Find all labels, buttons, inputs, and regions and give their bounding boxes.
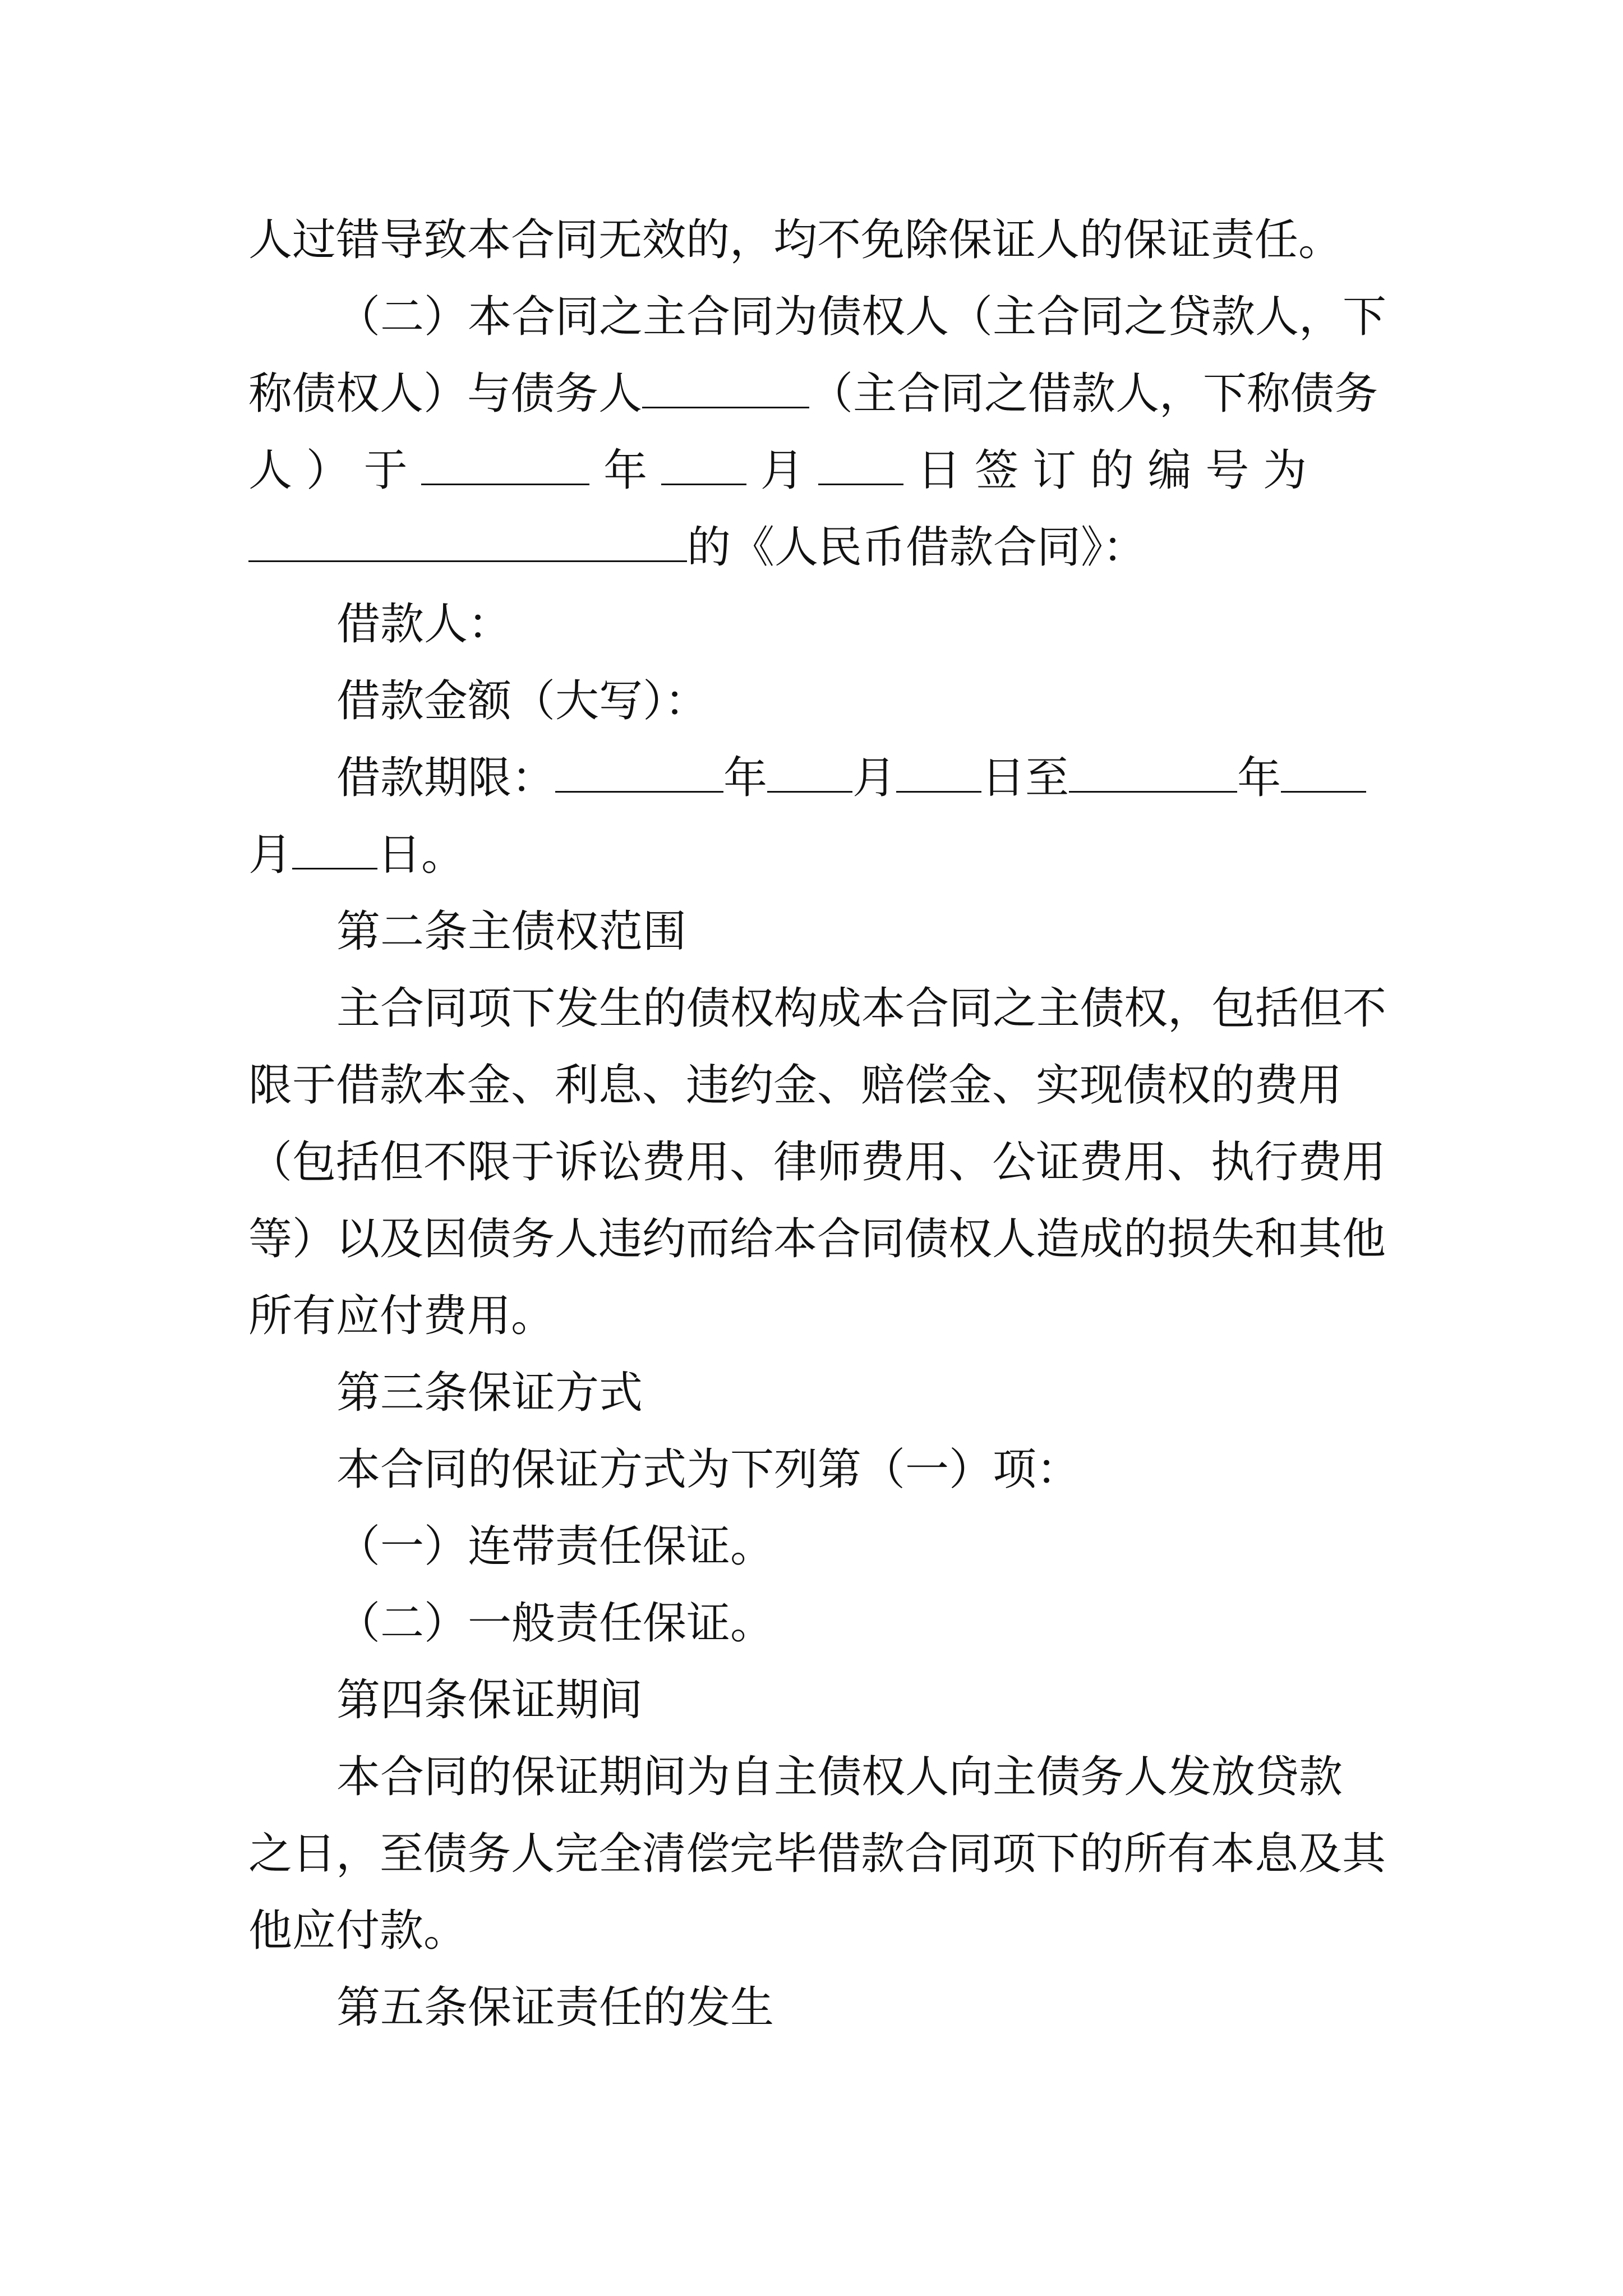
paragraph-line: 主合同项下发生的债权构成本合同之主债权，包括但不 <box>336 983 1387 1034</box>
paragraph-line: 之日，至债务人完全清偿完毕借款合同项下的所有本息及其 <box>248 1829 1386 1879</box>
paragraph-line <box>248 509 1387 586</box>
paragraph-line: 人过错导致本合同无效的，均不免除保证人的保证责任。 <box>248 215 1343 265</box>
paragraph-line: 所有应付费用。 <box>248 1291 555 1341</box>
term-end-year-blank <box>1069 751 1237 793</box>
section-heading: 第四条保证期间 <box>336 1675 643 1726</box>
list-item: （一）连带责任保证。 <box>336 1521 774 1572</box>
term-start-month-blank <box>767 751 852 793</box>
paragraph-line: 限于借款本金、利息、违约金、赔偿金、实现债权的费用 <box>248 1060 1343 1111</box>
debtor-blank <box>642 366 809 408</box>
text-fragment: 月 <box>852 753 897 803</box>
list-item: （二）一般责任保证。 <box>336 1598 774 1649</box>
term-end-day-blank <box>292 827 377 869</box>
sign-year-blank <box>421 443 589 485</box>
paragraph-line: （二）本合同之主合同为债权人（主合同之贷款人，下 <box>336 292 1387 342</box>
text-fragment: 借款期限： <box>336 753 556 803</box>
text-fragment: 日至 <box>981 753 1069 803</box>
paragraph-line: 借款金额（大写）： <box>336 676 709 726</box>
paragraph-line: （包括但不限于诉讼费用、律师费用、公证费用、执行费用 <box>248 1137 1386 1188</box>
text-fragment: 人 ） 于 <box>248 445 422 496</box>
text-fragment: 年 <box>1237 753 1281 803</box>
section-heading: 第三条保证方式 <box>336 1368 643 1418</box>
text-fragment: 月 <box>746 445 818 496</box>
term-start-day-blank <box>896 751 981 793</box>
text-fragment: 年 <box>589 445 661 496</box>
paragraph-line: 他应付款。 <box>248 1906 468 1956</box>
sign-day-blank <box>818 443 903 485</box>
section-heading: 第二条主债权范围 <box>336 907 687 957</box>
section-heading: 第五条保证责任的发生 <box>336 1982 774 2033</box>
term-end-month-blank <box>1281 751 1366 793</box>
text-fragment: 日。 <box>377 830 465 880</box>
paragraph-line <box>248 740 1387 817</box>
paragraph-line: 借款人： <box>336 599 512 650</box>
text-fragment: 的《人民币借款合同》： <box>687 522 1147 573</box>
text-fragment: 年 <box>723 753 768 803</box>
text-fragment: 称债权人）与债务人 <box>248 369 643 419</box>
text-fragment: 月 <box>248 830 293 880</box>
contract-number-blank <box>248 520 687 562</box>
contract-body <box>248 202 1387 2046</box>
term-start-year-blank <box>555 751 723 793</box>
text-fragment: （主合同之借款人，下称债务 <box>809 369 1378 419</box>
paragraph-line: 本合同的保证方式为下列第（一）项： <box>336 1444 1081 1495</box>
paragraph-line: 本合同的保证期间为自主债权人向主债务人发放贷款 <box>336 1752 1343 1802</box>
text-fragment: 日 签 订 的 编 号 为 <box>903 445 1307 496</box>
paragraph-line <box>248 817 1387 894</box>
paragraph-line <box>248 432 1387 509</box>
paragraph-line: 等）以及因债务人违约而给本合同债权人造成的损失和其他 <box>248 1214 1386 1264</box>
paragraph-line <box>248 356 1387 432</box>
sign-month-blank <box>661 443 746 485</box>
